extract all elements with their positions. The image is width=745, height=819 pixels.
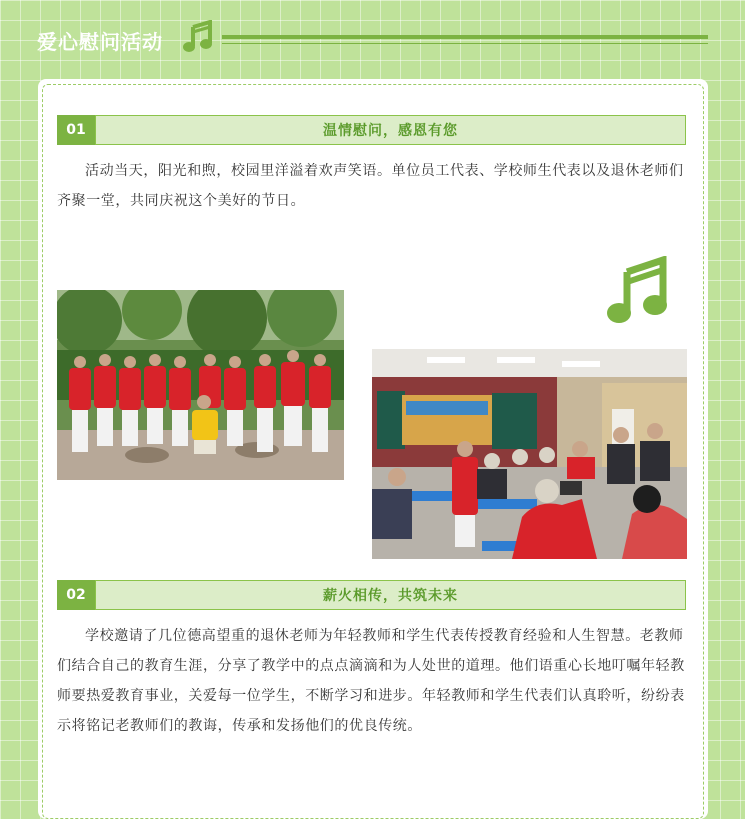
section-paragraph: 学校邀请了几位德高望重的退休老师为年轻教师和学生代表传授教育经验和人生智慧。老教师们结合自己的教育生涯，分享了教学中的点点滴滴和为人处世的道理。他们语重心长地叮嘱年轻教师要热爱教育事业，关爱每一位学生，不断学习和进步。年轻教师和学生代表们认真聆听，纷纷表示将铭记老教师们的教诲，传承和发扬他们的优良传统。 bbox=[57, 628, 685, 734]
header-divider-thin bbox=[222, 43, 708, 44]
section-paragraph: 活动当天，阳光和煦，校园里洋溢着欢声笑语。单位员工代表、学校师生代表以及退休老师们齐聚一堂，共同庆祝这个美好的节日。 bbox=[57, 163, 684, 209]
music-note-icon bbox=[605, 256, 669, 326]
section-header-02 bbox=[57, 580, 686, 610]
header-divider bbox=[222, 35, 708, 39]
section-number: 01 bbox=[57, 115, 95, 145]
group-photo bbox=[57, 290, 344, 480]
music-note-icon bbox=[182, 20, 214, 54]
section-number: 02 bbox=[57, 580, 95, 610]
page-title: 爱心慰问活动 bbox=[37, 30, 163, 54]
classroom-photo bbox=[372, 349, 687, 559]
section-header-01 bbox=[57, 115, 686, 145]
section-title: 温情慰问，感恩有您 bbox=[95, 115, 686, 145]
section-title: 薪火相传，共筑未来 bbox=[95, 580, 686, 610]
